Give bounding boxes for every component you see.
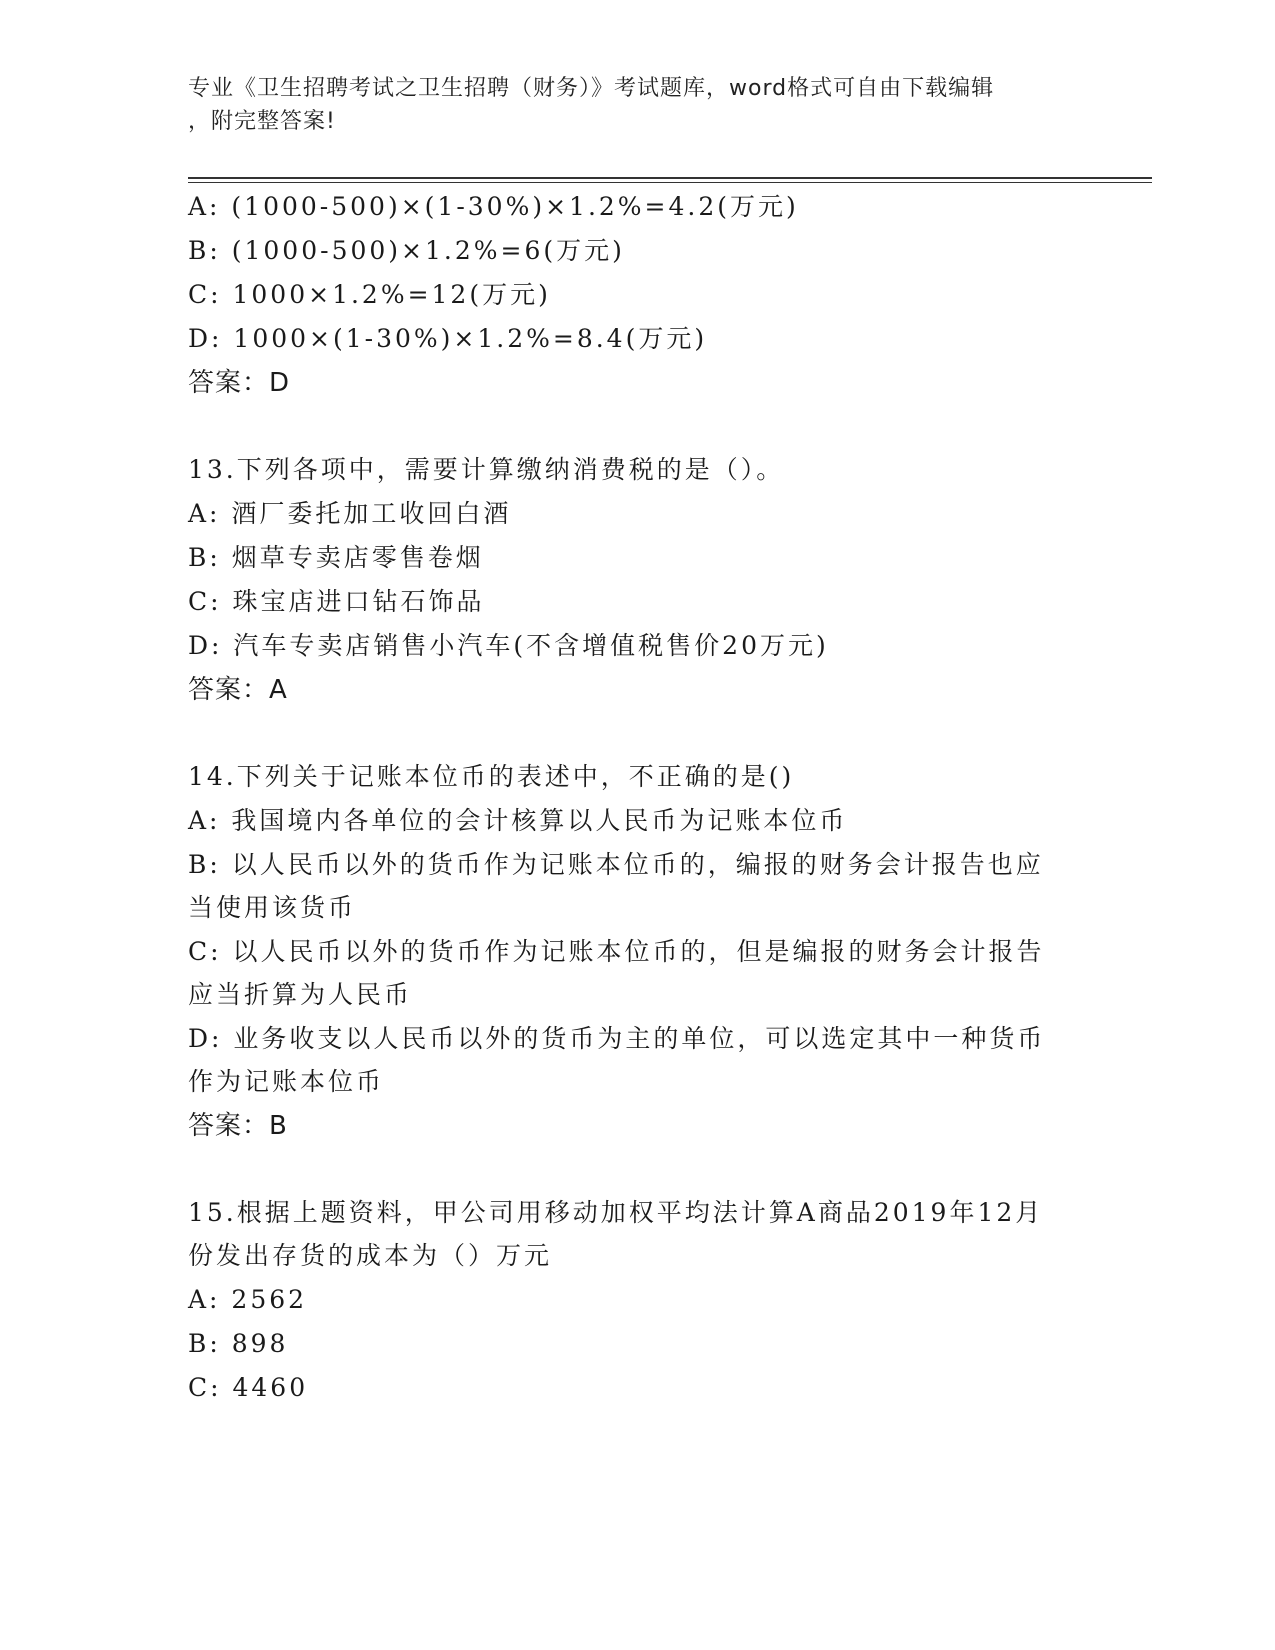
- q15-option-a: A: 2562: [188, 1285, 308, 1314]
- q14-option-c: C: 以人民币以外的货币作为记账本位币的，但是编报的财务会计报告: [188, 937, 1045, 966]
- q12-answer: 答案：D: [188, 368, 291, 398]
- header-title-line-2: ，附完整答案!: [188, 109, 336, 134]
- q13-question: 13.下列各项中，需要计算缴纳消费税的是（）。: [188, 455, 785, 484]
- q12-option-d: D: 1000×(1-30%)×1.2%=8.4(万元): [188, 324, 708, 353]
- header-title-line-1: 专业《卫生招聘考试之卫生招聘（财务）》考试题库，word格式可自由下载编辑: [188, 76, 995, 101]
- q14-option-b-cont: 当使用该货币: [188, 893, 357, 922]
- header-divider-thin: [188, 182, 1152, 183]
- header-divider-thick: [188, 177, 1152, 179]
- q12-option-a: A: (1000-500)×(1-30%)×1.2%=4.2(万元): [188, 192, 799, 221]
- q15-question-cont: 份发出存货的成本为（）万元: [188, 1241, 553, 1270]
- q13-option-b: B: 烟草专卖店零售卷烟: [188, 543, 484, 572]
- q15-option-c: C: 4460: [188, 1373, 309, 1402]
- q14-option-d: D: 业务收支以人民币以外的货币为主的单位，可以选定其中一种货币: [188, 1024, 1046, 1053]
- q13-option-c: C: 珠宝店进口钻石饰品: [188, 587, 485, 616]
- q13-option-a: A: 酒厂委托加工收回白酒: [188, 499, 512, 528]
- document-header: [188, 72, 1088, 138]
- q13-option-d: D: 汽车专卖店销售小汽车(不含增值税售价20万元): [188, 631, 829, 660]
- q12-option-b: B: (1000-500)×1.2%=6(万元): [188, 236, 625, 265]
- q14-option-b: B: 以人民币以外的货币作为记账本位币的，编报的财务会计报告也应: [188, 850, 1044, 879]
- q15-option-b: B: 898: [188, 1329, 289, 1358]
- q15-question: 15.根据上题资料，甲公司用移动加权平均法计算A商品2019年12月: [188, 1198, 1044, 1227]
- q14-question: 14.下列关于记账本位币的表述中，不正确的是(): [188, 762, 795, 791]
- q14-option-c-cont: 应当折算为人民币: [188, 980, 413, 1009]
- q12-option-c: C: 1000×1.2%=12(万元): [188, 280, 551, 309]
- q14-option-a: A: 我国境内各单位的会计核算以人民币为记账本位币: [188, 806, 848, 835]
- q14-option-d-cont: 作为记账本位币: [188, 1067, 385, 1096]
- q14-answer: 答案：B: [188, 1111, 288, 1141]
- q13-answer: 答案：A: [188, 675, 288, 705]
